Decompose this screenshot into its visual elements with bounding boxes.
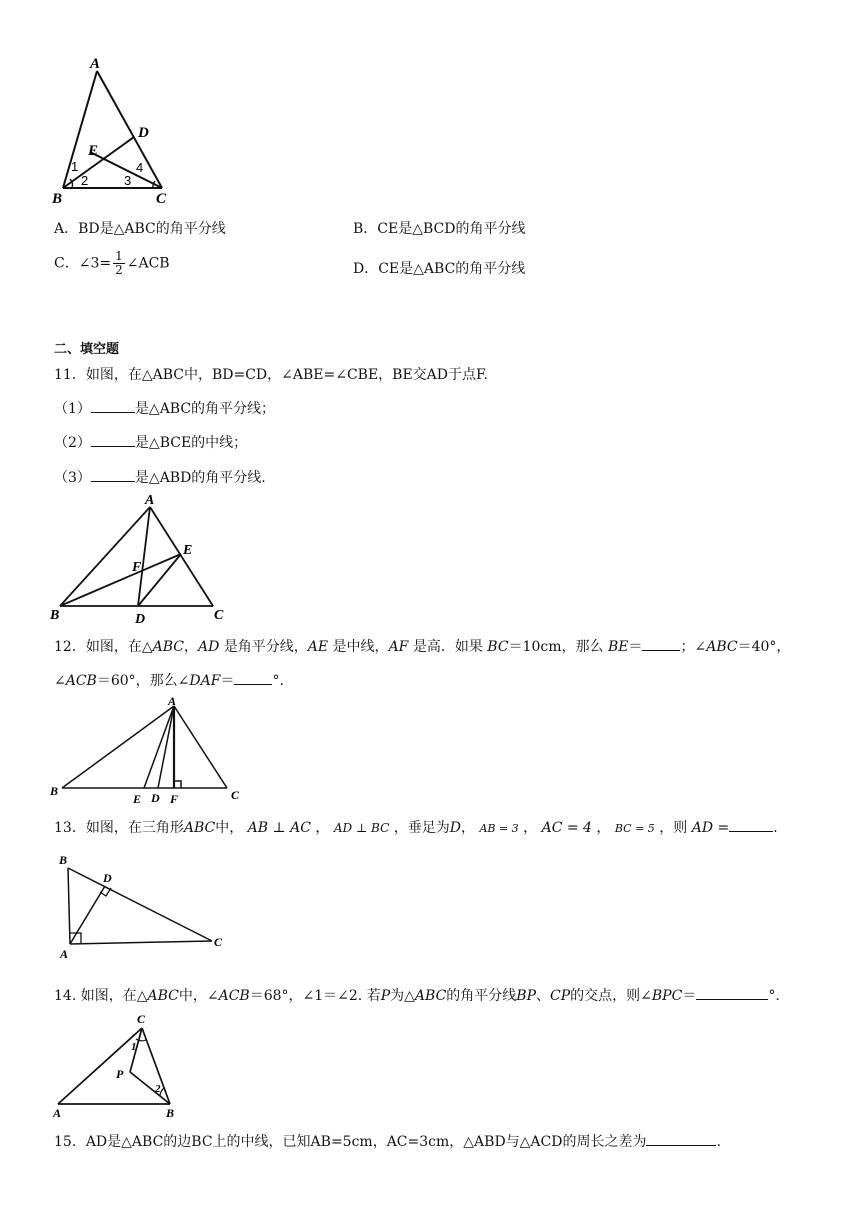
q13-line <box>54 817 778 837</box>
q14-var: P <box>380 988 391 1004</box>
q13-text: ， <box>315 820 330 836</box>
option-b: B．CE是△BCD的角平分线 <box>353 221 526 237</box>
q12-var: BE <box>607 639 629 655</box>
q13-text: 13．如图，在三角形 <box>54 820 184 836</box>
q13-text: ，垂足为 <box>393 820 450 836</box>
q13-math: AD = <box>691 820 730 836</box>
q12-line2 <box>54 670 284 690</box>
q13-math: AB ⊥ AC <box>247 820 311 836</box>
q13-text: ， <box>596 820 611 836</box>
label-D: D <box>103 871 112 885</box>
label-B: B <box>166 1106 175 1120</box>
option-c <box>54 250 170 277</box>
answer-blank[interactable] <box>91 398 135 413</box>
angle-2: 2 <box>155 1083 161 1095</box>
label-B: B <box>59 853 68 867</box>
angle-1: 1 <box>71 159 79 174</box>
q11-part1-text: 是△ABC的角平分线； <box>134 401 276 417</box>
q13-text: ， <box>523 820 538 836</box>
label-P: P <box>116 1067 124 1081</box>
label-D: D <box>135 612 146 625</box>
answer-blank[interactable] <box>696 985 768 1000</box>
label-C: C <box>231 788 240 802</box>
q14-text: ＝68°，∠1＝∠2. 若 <box>249 988 381 1004</box>
figure-2-triangle <box>50 490 240 625</box>
q12-var: AD <box>197 639 220 655</box>
figure-3-triangle <box>50 695 250 805</box>
q11-part3-number: （3） <box>54 470 91 486</box>
q13-text: . <box>773 820 778 836</box>
q11-part2-number: （2） <box>54 435 91 451</box>
q12-var: AE <box>307 639 329 655</box>
label-A: A <box>53 1106 62 1120</box>
q11-part1 <box>54 398 275 418</box>
angle-2: 2 <box>81 173 89 188</box>
q12-var: ABC <box>152 639 184 655</box>
label-B: B <box>52 191 63 207</box>
q13-text: ， <box>460 820 475 836</box>
fraction-denominator: 2 <box>115 263 123 277</box>
label-A: A <box>60 947 69 960</box>
label-A: A <box>168 695 177 708</box>
option-c-suffix: ∠ACB <box>126 255 170 272</box>
label-C: C <box>214 935 223 949</box>
label-D: D <box>138 125 149 141</box>
q13-var: D <box>449 820 461 836</box>
figure-5-triangle <box>50 1008 190 1120</box>
q14-text: 的角平分线 <box>446 988 517 1004</box>
q11-part3 <box>54 467 266 487</box>
option-c-prefix: C．∠3= <box>54 255 112 272</box>
q12-var: ACB <box>65 673 97 689</box>
answer-blank[interactable] <box>646 1131 716 1146</box>
q12-text: ＝ <box>220 673 235 689</box>
q15-text: . <box>716 1134 721 1150</box>
label-A: A <box>90 56 101 72</box>
answer-blank[interactable] <box>91 432 135 447</box>
angle-3: 3 <box>124 173 132 188</box>
q11-part1-number: （1） <box>54 401 91 417</box>
option-d: D．CE是△ABC的角平分线 <box>353 261 526 277</box>
label-C: C <box>214 608 224 623</box>
answer-blank[interactable] <box>729 817 773 832</box>
section-title: 二、填空题 <box>54 342 120 357</box>
option-a: A．BD是△ABC的角平分线 <box>54 221 226 237</box>
q14-text: 为△ <box>390 988 415 1004</box>
label-E: E <box>88 143 99 159</box>
q12-line1 <box>54 636 790 656</box>
q12-text: 是角平分线， <box>219 639 308 655</box>
q12-text: 12．如图，在△ <box>54 639 153 655</box>
q12-var: AF <box>388 639 409 655</box>
q14-var: ACB <box>218 988 250 1004</box>
q13-text: ，则 <box>659 820 688 836</box>
answer-blank[interactable] <box>234 670 272 685</box>
q13-text: 中， <box>215 820 244 836</box>
label-B: B <box>50 784 59 798</box>
q14-text: 14. 如图，在△ <box>54 988 148 1004</box>
q14-text: 、 <box>536 988 551 1004</box>
q12-text: ＝10cm，那么 <box>508 639 608 655</box>
q15-text: 15．AD是△ABC的边BC上的中线，已知AB=5cm，AC=3cm，△ABD与△ACD的周长之差为 <box>54 1134 647 1150</box>
label-C: C <box>137 1012 146 1026</box>
q12-text: ＝60°，那么∠ <box>96 673 190 689</box>
q13-math: AB = 3 <box>479 822 519 835</box>
q14-var: ABC <box>147 988 179 1004</box>
q12-var: ABC <box>706 639 738 655</box>
q14-var: ABC <box>414 988 447 1004</box>
q13-math: AD ⊥ BC <box>333 821 390 835</box>
label-C: C <box>156 191 167 207</box>
q11-stem: 11．如图，在△ABC中，BD=CD，∠ABE=∠CBE，BE交AD于点F. <box>54 367 488 383</box>
q12-text: 是高．如果 <box>408 639 488 655</box>
q12-text: ＝40°， <box>737 639 791 655</box>
figure-4-right-triangle <box>52 850 232 960</box>
q12-text: ， <box>183 639 198 655</box>
label-F: F <box>170 792 179 805</box>
fraction-numerator: 1 <box>115 249 123 263</box>
q11-part3-text: 是△ABD的角平分线. <box>134 470 266 486</box>
q14-text: 的交点，则∠ <box>570 988 652 1004</box>
q12-text: ；∠ <box>680 639 707 655</box>
q13-math: AC = 4 <box>541 820 592 836</box>
q14-var: CP <box>550 988 571 1004</box>
label-D: D <box>151 791 160 805</box>
q11-part2 <box>54 432 247 452</box>
q14-var: BPC <box>651 988 683 1004</box>
q14-line <box>54 985 780 1005</box>
label-B: B <box>50 608 60 623</box>
q14-text: 中，∠ <box>178 988 219 1004</box>
q11-part2-text: 是△BCE的中线； <box>134 435 248 451</box>
label-A: A <box>145 493 155 508</box>
q13-math: BC = 5 <box>614 822 655 835</box>
label-F: F <box>132 560 142 575</box>
figure-1-triangle <box>52 55 182 210</box>
answer-blank[interactable] <box>642 636 680 651</box>
q12-var: DAF <box>189 673 221 689</box>
answer-blank[interactable] <box>91 467 135 482</box>
q15-line <box>54 1131 721 1151</box>
q12-text: °. <box>272 673 284 689</box>
q12-text: ∠ <box>54 673 66 689</box>
q14-var: BP <box>516 988 537 1004</box>
angle-1: 1 <box>131 1041 137 1053</box>
q12-text: ＝ <box>628 639 643 655</box>
q13-var: ABC <box>183 820 216 836</box>
label-E: E <box>183 543 193 558</box>
q12-text: 是中线， <box>328 639 389 655</box>
q12-var: BC <box>487 639 509 655</box>
fraction-half <box>113 250 125 277</box>
angle-4: 4 <box>136 160 144 175</box>
q14-text: ＝ <box>682 988 697 1004</box>
q14-text: °. <box>768 988 780 1004</box>
label-E: E <box>133 792 142 805</box>
